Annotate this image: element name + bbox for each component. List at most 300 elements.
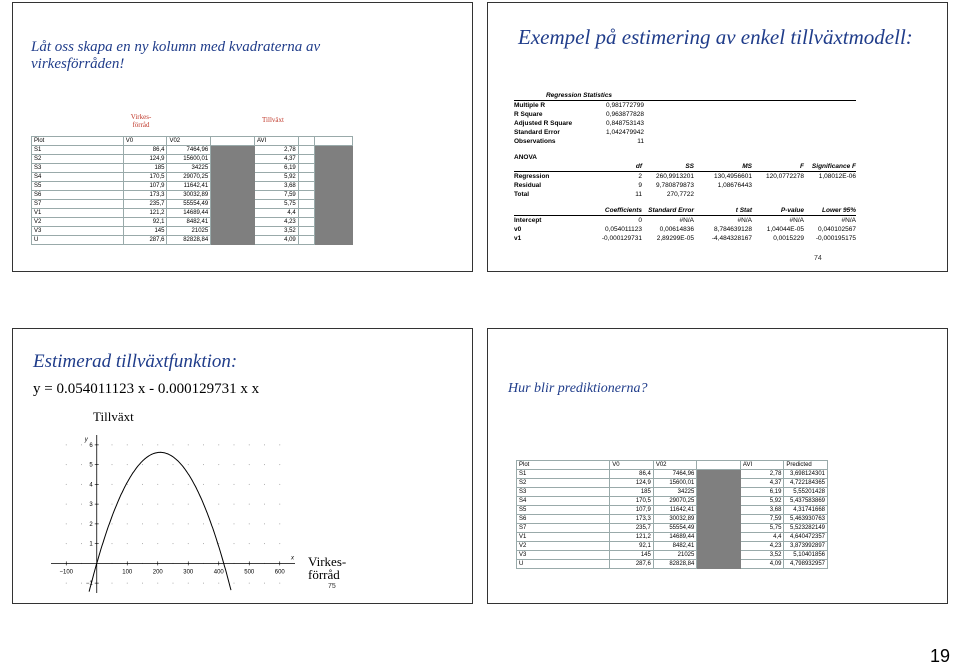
x-tick-label: 600 [274,569,285,576]
table-cell: 4,640472357 [784,533,828,542]
grid-dot [173,583,174,584]
grid-dot [157,444,158,445]
output-cell: 1,042479942 [606,129,644,136]
output-cell: 2 [638,173,642,180]
table-row [32,146,353,155]
table-cell: 29070,25 [653,497,697,506]
output-cell: Standard Error [648,207,694,214]
output-cell: ANOVA [514,154,537,161]
table-cell: 29070,25 [167,173,211,182]
growth-formula: y = 0.054011123 x - 0.000129731 x x [33,381,260,397]
output-cell: 11 [635,191,642,198]
table-cell: 14689,44 [653,533,697,542]
virkes-label: Virkes- förråd [130,113,152,129]
gray-column-cell [697,470,741,479]
grid-dot [157,543,158,544]
slide-1-title: Låt oss skapa en ny kolumn med kvadraterna av virkesförråden! [31,39,321,72]
x-tick-label: −100 [59,569,74,576]
gray-column-cell [697,560,741,569]
spacer-cell [298,209,315,218]
header-row [517,461,828,470]
slide-4 [487,328,948,604]
y-tick-label: 2 [89,521,93,528]
table-cell: U [32,236,124,245]
grid-dot [203,484,204,485]
table-cell: 7464,96 [653,470,697,479]
column-header: V0 [610,461,654,470]
table-cell: 107,9 [610,506,654,515]
grid-dot [234,504,235,505]
output-cell: Intercept [514,217,542,224]
gray-column-cell [315,200,353,209]
table-cell: 7464,96 [167,146,211,155]
column-header: V02 [653,461,697,470]
output-cell: 2,89299E-05 [656,235,694,242]
grid-dot [142,583,143,584]
table-cell: 7,59 [255,191,299,200]
slide-3 [12,328,473,604]
grid-dot [234,543,235,544]
table-cell: S7 [32,200,124,209]
grid-dot [127,583,128,584]
x-tick-label: 400 [213,569,224,576]
table-cell: 173,3 [123,191,167,200]
grid-dot [264,543,265,544]
grid-dot [234,464,235,465]
grid-dot [218,484,219,485]
grid-dot [81,484,82,485]
output-cell: v0 [514,226,522,233]
y-tick-label: −1 [85,581,93,588]
grid-dot [173,523,174,524]
table-cell: 5,92 [255,173,299,182]
grid-dot [264,583,265,584]
grid-dot [81,523,82,524]
table-cell: 82828,84 [167,236,211,245]
column-header: AVI [255,137,299,146]
table-cell: 124,9 [123,155,167,164]
table-cell: 3,68 [255,182,299,191]
gray-column-cell [211,173,255,182]
output-cell: 0 [638,217,642,224]
output-cell: Significance F [811,163,856,170]
table-row [32,173,353,182]
output-row [514,234,856,243]
grid-dot [127,484,128,485]
table-cell: 4,798932957 [784,560,828,569]
spacer [514,146,856,153]
y-tick-label: 4 [89,482,93,489]
table-cell: 5,463930763 [784,515,828,524]
output-row [514,128,856,137]
column-header: Plot [517,461,610,470]
table-cell: 11642,41 [167,182,211,191]
grid-dot [188,583,189,584]
table-row [32,164,353,173]
table-cell: 3,68 [740,506,784,515]
output-row [514,119,856,128]
coef-header [514,206,856,216]
output-cell: -4,484328167 [711,235,752,242]
grid-dot [157,484,158,485]
gray-column-cell [697,497,741,506]
table-cell: 4,23 [740,542,784,551]
table-row [32,218,353,227]
output-cell: #N/A [841,217,856,224]
grid-dot [127,523,128,524]
grid-dot [188,444,189,445]
output-cell [752,190,804,199]
output-cell: Multiple R [514,102,546,109]
table-cell: S2 [32,155,124,164]
table-cell: 235,7 [610,524,654,533]
grid-dot [81,543,82,544]
spacer-cell [298,164,315,173]
table-cell: 4,37 [740,479,784,488]
output-cell: 1,08012E-06 [818,173,856,180]
output-cell: 0,963877828 [606,111,644,118]
grid-dot [112,444,113,445]
output-cell: -0,000195175 [815,235,856,242]
output-cell: Adjusted R Square [514,120,573,127]
output-cell: 130,4956601 [714,173,752,180]
grid-dot [264,444,265,445]
table-cell: 4,4 [740,533,784,542]
table-cell: V3 [517,551,610,560]
table-cell: 124,9 [610,479,654,488]
output-cell: SS [685,163,694,170]
tillvaxt-label: Tillväxt [262,116,284,124]
table-cell: 15600,01 [653,479,697,488]
output-cell: Lower 95% [822,207,856,214]
grid-dot [112,583,113,584]
table-cell: 86,4 [123,146,167,155]
grid-dot [112,504,113,505]
grid-dot [81,583,82,584]
output-row [514,225,856,234]
output-cell: 0,0015229 [773,235,804,242]
grid-dot [66,583,67,584]
output-cell [752,181,804,190]
output-cell: -0,000129731 [601,235,642,242]
slide-3-page-number: 75 [328,583,336,590]
table-row [32,200,353,209]
table-cell: 5,75 [255,200,299,209]
output-cell [514,206,592,215]
table-cell: S4 [32,173,124,182]
table-cell: U [517,560,610,569]
grid-dot [218,583,219,584]
gray-column-cell [211,182,255,191]
grid-dot [66,543,67,544]
output-cell: Observations [514,138,556,145]
table-cell: 145 [123,227,167,236]
table-cell: S1 [517,470,610,479]
table-cell: 107,9 [123,182,167,191]
gray-column-cell [315,227,353,236]
table-cell: 34225 [653,488,697,497]
grid-dot [188,543,189,544]
gray-column-cell [211,146,255,155]
grid-dot [249,484,250,485]
gray-column-cell [315,191,353,200]
table-cell: 21025 [653,551,697,560]
x-tick-label: 100 [122,569,133,576]
output-cell: #N/A [737,217,752,224]
output-cell: 0,054011123 [605,226,642,233]
gray-column-cell [315,173,353,182]
spacer-cell [298,182,315,191]
table-cell: 92,1 [123,218,167,227]
gray-column-cell [315,164,353,173]
grid-dot [249,523,250,524]
slide-1 [12,2,473,272]
table-row [517,497,828,506]
output-cell: Residual [514,182,542,189]
grid-dot [81,444,82,445]
table-cell: 6,19 [255,164,299,173]
gray-column-cell [315,182,353,191]
table-cell: S3 [517,488,610,497]
output-cell: R Square [514,111,543,118]
gray-column-cell [211,236,255,245]
grid-dot [66,523,67,524]
output-cell: 1,04044E-05 [766,226,804,233]
spacer-cell [298,191,315,200]
output-cell: 9,780879873 [656,182,694,189]
table-cell: 235,7 [123,200,167,209]
grid-dot [157,583,158,584]
grid-dot [173,464,174,465]
output-cell: 0,040102567 [818,226,856,233]
table-cell: 5,92 [740,497,784,506]
grid-dot [264,484,265,485]
table-cell: S7 [517,524,610,533]
grid-dot [142,543,143,544]
header-row [32,137,353,146]
spacer-cell [298,200,315,209]
output-cell: #N/A [679,217,694,224]
grid-dot [203,583,204,584]
gray-column-cell [697,551,741,560]
table-cell: 15600,01 [167,155,211,164]
slide-2 [487,2,948,272]
output-row [514,101,856,110]
spacer [514,199,856,206]
table-cell: 3,698124301 [784,470,828,479]
grid-dot [234,484,235,485]
table-cell: 2,78 [255,146,299,155]
table-row [517,560,828,569]
gray-column-cell [211,227,255,236]
table-row [32,155,353,164]
table-cell: 5,523282149 [784,524,828,533]
grid-dot [249,543,250,544]
gray-column-cell [211,155,255,164]
grid-dot [127,444,128,445]
x-tick-label: 300 [183,569,194,576]
output-cell: MS [742,163,752,170]
table-cell: 4,09 [740,560,784,569]
output-cell: 0,00614836 [659,226,694,233]
table-row [517,488,828,497]
grid-dot [127,464,128,465]
grid-dot [279,583,280,584]
table-cell: 170,5 [123,173,167,182]
output-cell [694,190,752,199]
gray-column-cell [315,155,353,164]
spacer-cell [298,227,315,236]
gray-column-cell [211,137,255,146]
spacer-cell [298,173,315,182]
grid-dot [234,444,235,445]
page-number: 19 [929,646,950,666]
anova-header [514,162,856,172]
output-row [514,181,856,190]
grid-dot [203,464,204,465]
table-cell: V1 [517,533,610,542]
grid-dot [173,484,174,485]
grid-dot [66,464,67,465]
spacer-cell [298,236,315,245]
table-cell: S5 [32,182,124,191]
table-row [517,524,828,533]
table-cell: 34225 [167,164,211,173]
table-cell: S6 [517,515,610,524]
grid-dot [249,464,250,465]
output-cell: F [800,163,804,170]
table-cell: S1 [32,146,124,155]
table-cell: 21025 [167,227,211,236]
table-cell: 55554,49 [653,524,697,533]
output-row [514,137,856,146]
table-cell: 287,6 [610,560,654,569]
output-cell [514,162,592,171]
table-cell: 14689,44 [167,209,211,218]
slide-4-title: Hur blir prediktionerna? [508,381,648,396]
grid-dot [264,464,265,465]
regstats-title [514,91,856,101]
grid-dot [279,444,280,445]
gray-column-cell [315,209,353,218]
output-row [514,172,856,181]
spacer-cell [298,137,315,146]
gray-column-cell [211,191,255,200]
table-cell: S3 [32,164,124,173]
slide-2-page-number: 74 [814,255,822,262]
gray-column-cell [211,218,255,227]
grid-dot [188,523,189,524]
gray-column-cell [697,506,741,515]
table-row [32,182,353,191]
grid-dot [264,504,265,505]
grid-dot [66,504,67,505]
gray-column-cell [211,200,255,209]
spacer-cell [298,155,315,164]
grid-dot [142,504,143,505]
table-cell: 287,6 [123,236,167,245]
output-cell [804,181,856,190]
slide-2-title: Exempel på estimering av enkel tillväxtmodell: [518,25,913,49]
table-cell: 92,1 [610,542,654,551]
table-cell: 11642,41 [653,506,697,515]
column-header: Predicted [784,461,828,470]
output-cell: Total [514,191,530,198]
y-tick-label: 3 [89,502,93,509]
grid-dot [188,504,189,505]
grid-dot [81,504,82,505]
output-cell: 0,981772799 [606,102,644,109]
table-cell: V2 [517,542,610,551]
table-row [32,209,353,218]
output-cell: Regression Statistics [545,92,613,99]
grid-dot [127,504,128,505]
gray-column-cell [697,479,741,488]
growth-curve-chart [43,429,303,599]
grid-dot [279,504,280,505]
grid-dot [279,464,280,465]
grid-dot [173,444,174,445]
grid-dot [279,523,280,524]
x-axis-label: x [291,555,294,562]
table-cell: 4,31741668 [784,506,828,515]
table-cell: 3,873992897 [784,542,828,551]
table-cell: 8482,41 [653,542,697,551]
output-cell: 1,08676443 [717,182,752,189]
table-row [517,479,828,488]
table-cell: 185 [123,164,167,173]
gray-column-cell [315,146,353,155]
grid-dot [218,464,219,465]
grid-dot [157,523,158,524]
grid-dot [249,444,250,445]
grid-dot [112,523,113,524]
output-cell: 11 [637,138,644,145]
output-cell: Standard Error [514,129,560,136]
table-row [32,236,353,245]
table-cell: 4,23 [255,218,299,227]
table-cell: 121,2 [123,209,167,218]
output-cell: df [635,163,642,170]
grid-dot [112,543,113,544]
output-cell: v1 [514,235,522,242]
table-cell: 121,2 [610,533,654,542]
column-header: V02 [167,137,211,146]
regression-output [514,91,856,243]
table-cell: 8482,41 [167,218,211,227]
table-cell: 5,437583869 [784,497,828,506]
table-row [32,191,353,200]
table-cell: S6 [32,191,124,200]
table-cell: 5,75 [740,524,784,533]
table-cell: 30032,89 [167,191,211,200]
grid-dot [81,464,82,465]
grid-dot [218,523,219,524]
gray-column-cell [211,164,255,173]
grid-dot [188,464,189,465]
table-cell: 4,722184365 [784,479,828,488]
gray-column-cell [315,236,353,245]
grid-dot [218,444,219,445]
table-cell: 7,59 [740,515,784,524]
grid-dot [218,543,219,544]
table-cell: 3,52 [740,551,784,560]
table-cell: S2 [517,479,610,488]
x-tick-label: 500 [244,569,255,576]
output-cell: #N/A [789,217,804,224]
output-cell: t Stat [735,207,752,214]
gray-column-cell [697,461,741,470]
